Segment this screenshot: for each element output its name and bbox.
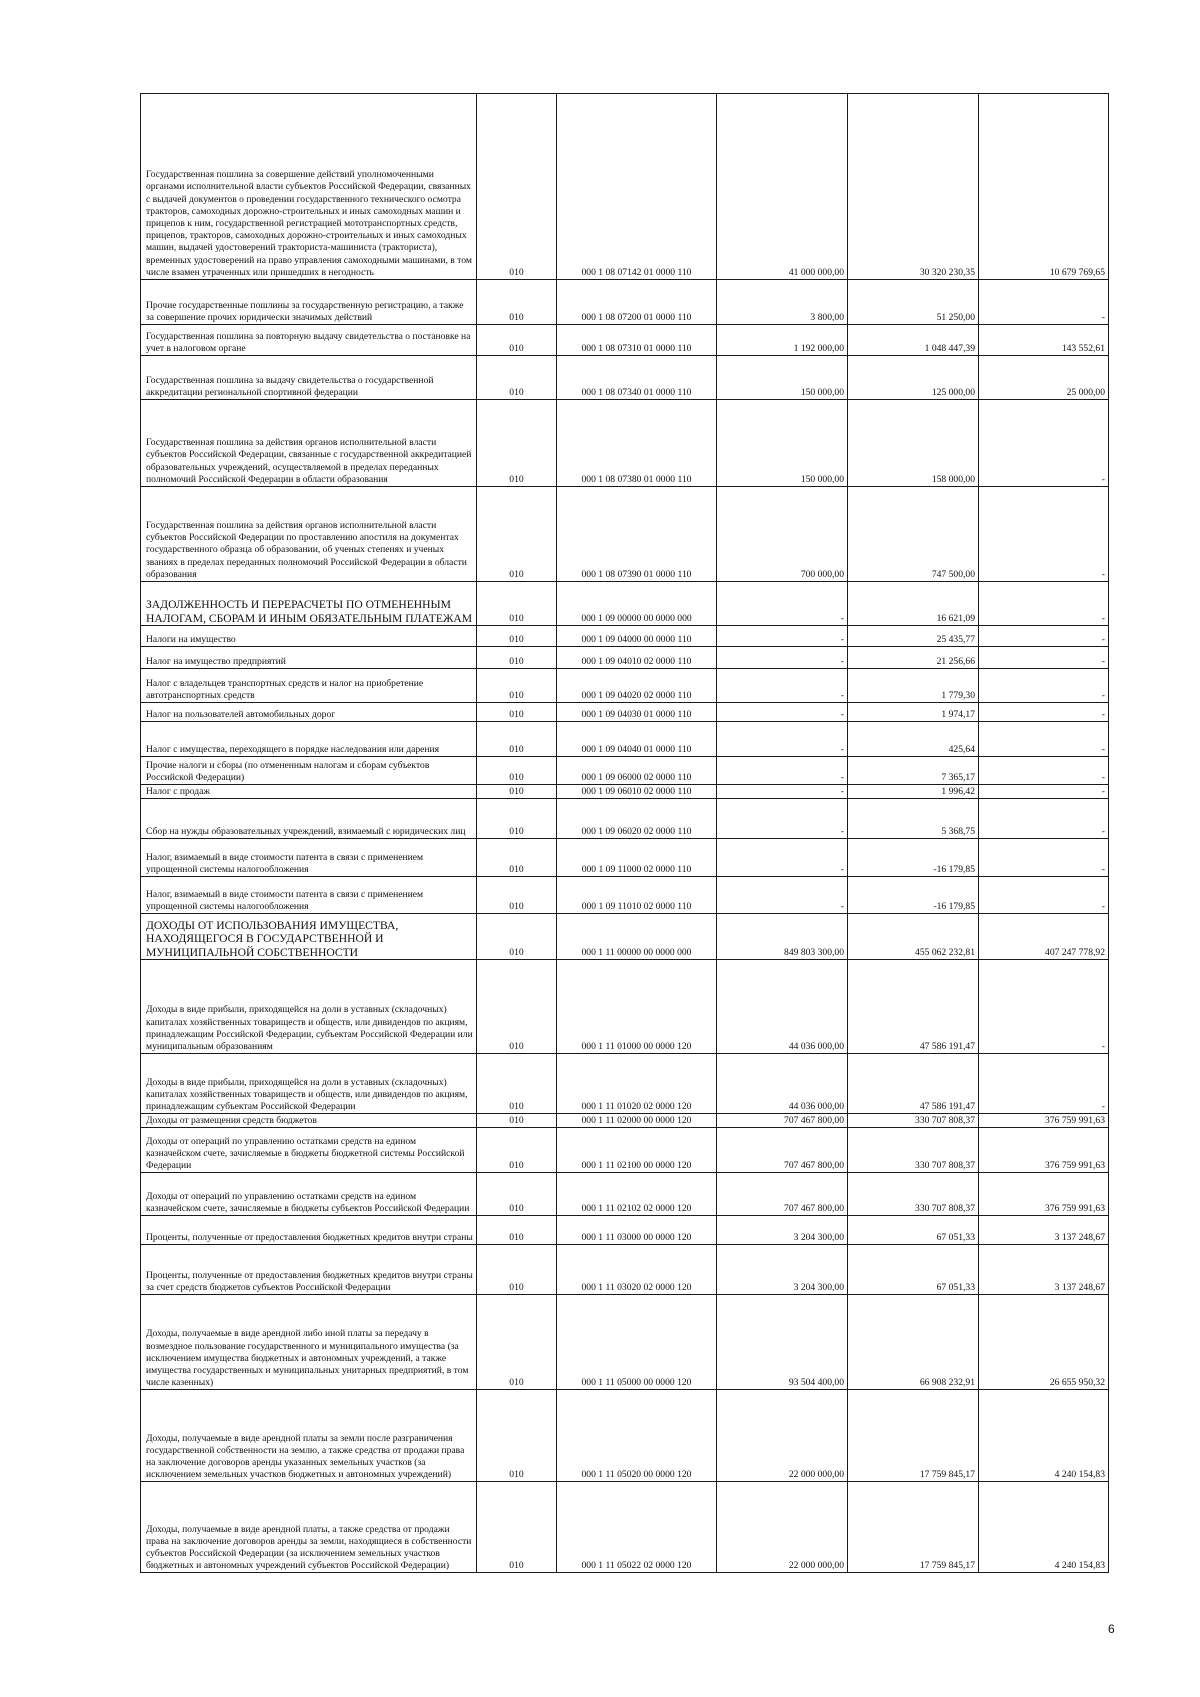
table-row [141,1128,1109,1173]
page-number: 6 [1108,1622,1115,1636]
approved-amount-cell: - [717,722,848,757]
line-code-cell: 010 [477,877,557,914]
unexecuted-amount-cell: - [979,280,1109,325]
name-cell [141,1216,477,1245]
approved-amount-cell: - [717,626,848,647]
executed-amount-cell: 17 759 845,17 [848,1482,979,1573]
name-text: Государственная пошлина за действия органов исполнительной власти субъектов Российской Федерации по проставлению апостиля на документах государственного образца об образовании, об ученых степенях и ученых званиях в пределах переданных полномочий Российской Федерации в области образования [146,519,467,580]
executed-amount-cell: 66 908 232,91 [848,1295,979,1390]
table-row [141,647,1109,669]
unexecuted-amount-cell: - [979,722,1109,757]
table-row [141,703,1109,722]
executed-amount-cell: 455 062 232,81 [848,914,979,960]
executed-amount-cell: 158 000,00 [848,400,979,487]
table-row [141,1295,1109,1390]
name-text: Доходы в виде прибыли, приходящейся на доли в уставных (складочных) капиталах хозяйственных товариществ и обществ, или дивидендов по акциям, принадлежащим Российской Федерации, субъектам Российской Федерации или муниципальным образованиям [146,1004,473,1052]
approved-amount-cell: 3 800,00 [717,280,848,325]
table-row [141,1245,1109,1295]
budget-classification-code-cell: 000 1 08 07310 01 0000 110 [557,325,717,356]
name-text: Налоги на имущество [146,633,236,645]
budget-classification-code-cell: 000 1 09 11010 02 0000 110 [557,877,717,914]
name-text: Доходы, получаемые в виде арендной платы за земли после разграничения государственной собственности на землю, а также средства от продажи права на заключение договоров аренды указанных земельных участков (за исключением земельных участков бюджетных и автономных учреждений) [146,1432,465,1481]
name-text: Налог, взимаемый в виде стоимости патента в связи с применением упрощенной системы налогообложения [146,851,424,875]
executed-amount-cell: 1 779,30 [848,669,979,703]
report-page [140,93,1108,1573]
line-code-cell: 010 [477,785,557,799]
name-text: Проценты, полученные от предоставления бюджетных кредитов внутри страны [146,1232,473,1244]
budget-classification-code-cell: 000 1 08 07340 01 0000 110 [557,356,717,400]
line-code-cell: 010 [477,1114,557,1128]
table-row [141,1173,1109,1216]
executed-amount-cell: 330 707 808,37 [848,1128,979,1173]
line-code-cell: 010 [477,1216,557,1245]
name-text: Налог на пользователей автомобильных дорог [146,708,336,720]
executed-amount-cell: 67 051,33 [848,1245,979,1295]
executed-amount-cell: 25 435,77 [848,626,979,647]
name-cell [141,703,477,722]
name-cell [141,1245,477,1295]
budget-classification-code-cell: 000 1 11 03000 00 0000 120 [557,1216,717,1245]
line-code-cell: 010 [477,1390,557,1482]
table-row [141,722,1109,757]
name-cell [141,356,477,400]
name-cell [141,1173,477,1216]
budget-classification-code-cell: 000 1 11 05020 00 0000 120 [557,1390,717,1482]
name-cell [141,799,477,839]
table-row [141,1216,1109,1245]
approved-amount-cell: 1 192 000,00 [717,325,848,356]
table-row [141,785,1109,799]
executed-amount-cell: 7 365,17 [848,757,979,785]
unexecuted-amount-cell: - [979,799,1109,839]
name-cell [141,1482,477,1573]
name-text: Налог на имущество предприятий [146,655,286,667]
line-code-cell: 010 [477,757,557,785]
name-text: Налог с продаж [146,786,211,797]
unexecuted-amount-cell: - [979,877,1109,914]
name-cell [141,1390,477,1482]
unexecuted-amount-cell: - [979,626,1109,647]
budget-classification-code-cell: 000 1 09 06010 02 0000 110 [557,785,717,799]
name-cell [141,325,477,356]
executed-amount-cell: 47 586 191,47 [848,960,979,1054]
budget-classification-code-cell: 000 1 09 04040 01 0000 110 [557,722,717,757]
line-code-cell: 010 [477,914,557,960]
table-row [141,94,1109,280]
approved-amount-cell: 3 204 300,00 [717,1216,848,1245]
name-cell [141,1054,477,1114]
name-text: Доходы в виде прибыли, приходящейся на доли в уставных (складочных) капиталах хозяйственных товариществ и обществ, или дивидендов по акциям, принадлежащим субъектам Российской Федерации [146,1076,468,1112]
budget-classification-code-cell: 000 1 11 05000 00 0000 120 [557,1295,717,1390]
name-cell [141,487,477,582]
table-row [141,669,1109,703]
name-cell [141,626,477,647]
executed-amount-cell: 67 051,33 [848,1216,979,1245]
name-text: Налог, взимаемый в виде стоимости патента в связи с применением упрощенной системы налогообложения [146,888,424,912]
executed-amount-cell: 21 256,66 [848,647,979,669]
approved-amount-cell: 44 036 000,00 [717,960,848,1054]
line-code-cell: 010 [477,356,557,400]
name-cell [141,960,477,1054]
name-cell [141,582,477,626]
approved-amount-cell: - [717,647,848,669]
name-text: Государственная пошлина за выдачу свидетельства о государственной аккредитации региональной спортивной федерации [146,374,434,398]
budget-classification-code-cell: 000 1 11 01000 00 0000 120 [557,960,717,1054]
name-text: Государственная пошлина за совершение действий уполномоченными органами исполнительной власти субъектов Российской Федерации, связанных с выдачей документов о проведении государственного технического осмотра тракторов, самоходных дорожно-строительных и иных самоходных машин и прицепов к ним, государственной регистрацией мототранспортных средств, прицепов, тракторов, самоходных дорожно-строительных и иных самоходных машин, выдачей удостоверений тракториста-машиниста (тракториста), временных удостоверений на право управления самоходными машинами, в том числе взамен утраченных или пришедших в негодность [146,169,472,278]
name-text: Доходы, получаемые в виде арендной платы, а также средства от продажи права на заключение договоров аренды за земли, находящиеся в собственности субъектов Российской Федерации (за исключением земельных участков бюджетных и автономных учреждений субъектов Российской Федерации) [146,1523,472,1572]
name-cell [141,785,477,799]
table-row [141,877,1109,914]
name-text: Доходы от размещения средств бюджетов [146,1115,317,1127]
unexecuted-amount-cell: - [979,647,1109,669]
table-row [141,626,1109,647]
approved-amount-cell: 93 504 400,00 [717,1295,848,1390]
approved-amount-cell: - [717,839,848,877]
revenue-table-body [141,94,1109,1573]
budget-classification-code-cell: 000 1 08 07142 01 0000 110 [557,94,717,280]
budget-classification-code-cell: 000 1 08 07380 01 0000 110 [557,400,717,487]
approved-amount-cell: - [717,877,848,914]
name-text: Доходы от операций по управлению остатками средств на едином казначейском счете, зачисляемые в бюджеты бюджетной системы Российской Федерации [146,1135,465,1172]
line-code-cell: 010 [477,487,557,582]
unexecuted-amount-cell: - [979,487,1109,582]
approved-amount-cell: 41 000 000,00 [717,94,848,280]
unexecuted-amount-cell: - [979,960,1109,1054]
approved-amount-cell: 707 467 800,00 [717,1173,848,1216]
table-row [141,1482,1109,1573]
name-text: Государственная пошлина за повторную выдачу свидетельства о постановке на учет в налоговом органе [146,330,471,354]
executed-amount-cell: 47 586 191,47 [848,1054,979,1114]
name-text: Сбор на нужды образовательных учреждений, взимаемый с юридических лиц [146,826,466,837]
table-row [141,1054,1109,1114]
name-text: Государственная пошлина за действия органов исполнительной власти субъектов Российской Федерации, связанные с государственной аккредитацией образовательных учреждений, осуществляемой в пределах переданных полномочий Российской Федерации в области образования [146,437,472,485]
executed-amount-cell: 5 368,75 [848,799,979,839]
unexecuted-amount-cell: 26 655 950,32 [979,1295,1109,1390]
executed-amount-cell: 1 974,17 [848,703,979,722]
name-cell [141,1128,477,1173]
name-cell [141,914,477,960]
executed-amount-cell: 425,64 [848,722,979,757]
budget-classification-code-cell: 000 1 09 04010 02 0000 110 [557,647,717,669]
unexecuted-amount-cell: 143 552,61 [979,325,1109,356]
unexecuted-amount-cell: - [979,703,1109,722]
unexecuted-amount-cell: 4 240 154,83 [979,1482,1109,1573]
name-text: Прочие налоги и сборы (по отмененным налогам и сборам субъектов Российской Федерации) [146,759,430,783]
executed-amount-cell: 16 621,09 [848,582,979,626]
executed-amount-cell: 51 250,00 [848,280,979,325]
approved-amount-cell: - [717,757,848,785]
approved-amount-cell: 849 803 300,00 [717,914,848,960]
table-row [141,400,1109,487]
line-code-cell: 010 [477,400,557,487]
name-text: Проценты, полученные от предоставления бюджетных кредитов внутри страны за счет средств бюджетов субъектов Российской Федерации [146,1270,473,1294]
approved-amount-cell: 22 000 000,00 [717,1390,848,1482]
line-code-cell: 010 [477,722,557,757]
table-row [141,1114,1109,1128]
name-cell [141,877,477,914]
name-cell [141,647,477,669]
budget-classification-code-cell: 000 1 11 00000 00 0000 000 [557,914,717,960]
unexecuted-amount-cell: - [979,1054,1109,1114]
budget-classification-code-cell: 000 1 09 06020 02 0000 110 [557,799,717,839]
name-text: Прочие государственные пошлины за государственную регистрацию, а также за совершение прочих юридически значимых действий [146,299,464,323]
table-row [141,280,1109,325]
line-code-cell: 010 [477,1245,557,1295]
line-code-cell: 010 [477,1173,557,1216]
name-text: Доходы, получаемые в виде арендной либо иной платы за передачу в возмездное пользование государственного и муниципального имущества (за исключением имущества бюджетных и автономных учреждений, а также имущества государственных и муниципальных унитарных предприятий, в том числе казенных) [146,1328,469,1389]
table-row [141,960,1109,1054]
unexecuted-amount-cell: 407 247 778,92 [979,914,1109,960]
line-code-cell: 010 [477,1295,557,1390]
name-text: Налог с имущества, переходящего в порядке наследования или дарения [146,743,440,755]
approved-amount-cell: 700 000,00 [717,487,848,582]
table-row [141,487,1109,582]
unexecuted-amount-cell: 376 759 991,63 [979,1173,1109,1216]
budget-classification-code-cell: 000 1 09 04020 02 0000 110 [557,669,717,703]
approved-amount-cell: - [717,703,848,722]
approved-amount-cell: - [717,669,848,703]
approved-amount-cell: 3 204 300,00 [717,1245,848,1295]
name-cell [141,722,477,757]
name-cell [141,757,477,785]
line-code-cell: 010 [477,280,557,325]
executed-amount-cell: 1 048 447,39 [848,325,979,356]
unexecuted-amount-cell: 10 679 769,65 [979,94,1109,280]
table-row [141,325,1109,356]
line-code-cell: 010 [477,94,557,280]
unexecuted-amount-cell: - [979,400,1109,487]
table-row [141,799,1109,839]
unexecuted-amount-cell: 376 759 991,63 [979,1114,1109,1128]
line-code-cell: 010 [477,626,557,647]
approved-amount-cell: 22 000 000,00 [717,1482,848,1573]
budget-classification-code-cell: 000 1 09 04000 00 0000 110 [557,626,717,647]
unexecuted-amount-cell: 3 137 248,67 [979,1216,1109,1245]
table-row [141,1390,1109,1482]
budget-classification-code-cell: 000 1 11 05022 02 0000 120 [557,1482,717,1573]
table-row [141,914,1109,960]
executed-amount-cell: 1 996,42 [848,785,979,799]
name-cell [141,400,477,487]
line-code-cell: 010 [477,669,557,703]
approved-amount-cell: - [717,785,848,799]
executed-amount-cell: 125 000,00 [848,356,979,400]
line-code-cell: 010 [477,1054,557,1114]
unexecuted-amount-cell: - [979,785,1109,799]
unexecuted-amount-cell: 376 759 991,63 [979,1128,1109,1173]
executed-amount-cell: -16 179,85 [848,877,979,914]
line-code-cell: 010 [477,325,557,356]
approved-amount-cell: 150 000,00 [717,400,848,487]
line-code-cell: 010 [477,703,557,722]
budget-classification-code-cell: 000 1 11 02000 00 0000 120 [557,1114,717,1128]
unexecuted-amount-cell: - [979,839,1109,877]
budget-classification-code-cell: 000 1 09 00000 00 0000 000 [557,582,717,626]
executed-amount-cell: 30 320 230,35 [848,94,979,280]
name-cell [141,280,477,325]
budget-classification-code-cell: 000 1 09 11000 02 0000 110 [557,839,717,877]
executed-amount-cell: 330 707 808,37 [848,1114,979,1128]
line-code-cell: 010 [477,1128,557,1173]
budget-classification-code-cell: 000 1 11 02100 00 0000 120 [557,1128,717,1173]
name-cell [141,669,477,703]
executed-amount-cell: 330 707 808,37 [848,1173,979,1216]
unexecuted-amount-cell: 3 137 248,67 [979,1245,1109,1295]
table-row [141,582,1109,626]
budget-classification-code-cell: 000 1 09 06000 02 0000 110 [557,757,717,785]
approved-amount-cell: 150 000,00 [717,356,848,400]
approved-amount-cell: - [717,799,848,839]
revenue-table [140,93,1109,1573]
table-row [141,839,1109,877]
executed-amount-cell: 747 500,00 [848,487,979,582]
line-code-cell: 010 [477,582,557,626]
budget-classification-code-cell: 000 1 11 02102 02 0000 120 [557,1173,717,1216]
budget-classification-code-cell: 000 1 08 07200 01 0000 110 [557,280,717,325]
line-code-cell: 010 [477,839,557,877]
budget-classification-code-cell: 000 1 09 04030 01 0000 110 [557,703,717,722]
name-cell [141,1114,477,1128]
line-code-cell: 010 [477,799,557,839]
name-cell [141,839,477,877]
table-row [141,757,1109,785]
budget-classification-code-cell: 000 1 08 07390 01 0000 110 [557,487,717,582]
unexecuted-amount-cell: 25 000,00 [979,356,1109,400]
approved-amount-cell: 707 467 800,00 [717,1114,848,1128]
budget-classification-code-cell: 000 1 11 03020 02 0000 120 [557,1245,717,1295]
approved-amount-cell: 44 036 000,00 [717,1054,848,1114]
name-text: Налог с владельцев транспортных средств и налог на приобретение автотранспортных средств [146,677,424,701]
line-code-cell: 010 [477,647,557,669]
approved-amount-cell: - [717,582,848,626]
unexecuted-amount-cell: - [979,757,1109,785]
name-text: Доходы от операций по управлению остатками средств на едином казначейском счете, зачисляемые в бюджеты субъектов Российской Федерации [146,1191,470,1215]
name-text: ДОХОДЫ ОТ ИСПОЛЬЗОВАНИЯ ИМУЩЕСТВА, НАХОДЯЩЕГОСЯ В ГОСУДАРСТВЕННОЙ И МУНИЦИПАЛЬНОЙ СОБСТВЕННОСТИ [146,918,399,959]
unexecuted-amount-cell: 4 240 154,83 [979,1390,1109,1482]
unexecuted-amount-cell: - [979,669,1109,703]
table-row [141,356,1109,400]
name-cell [141,94,477,280]
line-code-cell: 010 [477,1482,557,1573]
executed-amount-cell: 17 759 845,17 [848,1390,979,1482]
name-text: ЗАДОЛЖЕННОСТЬ И ПЕРЕРАСЧЕТЫ ПО ОТМЕНЕННЫМ НАЛОГАМ, СБОРАМ И ИНЫМ ОБЯЗАТЕЛЬНЫМ ПЛАТЕЖАМ [146,598,473,625]
executed-amount-cell: -16 179,85 [848,839,979,877]
name-cell [141,1295,477,1390]
budget-classification-code-cell: 000 1 11 01020 02 0000 120 [557,1054,717,1114]
line-code-cell: 010 [477,960,557,1054]
unexecuted-amount-cell: - [979,582,1109,626]
approved-amount-cell: 707 467 800,00 [717,1128,848,1173]
